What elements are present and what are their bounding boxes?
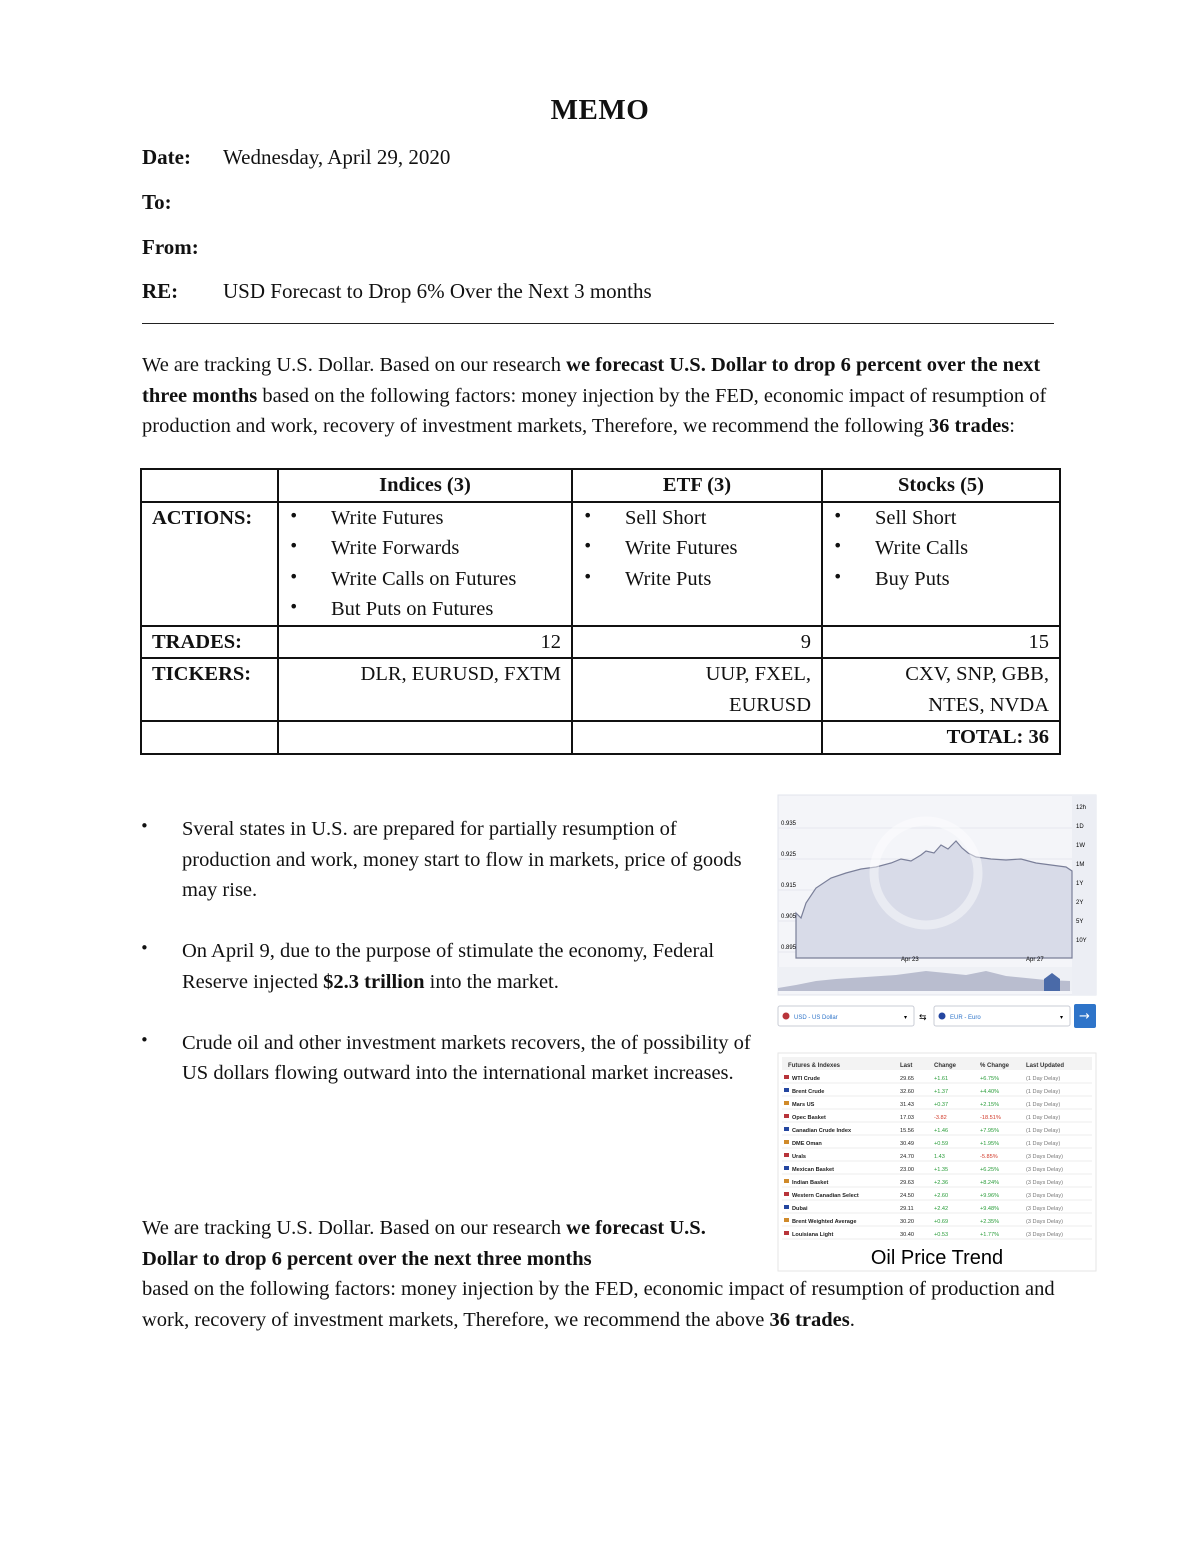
oil-table-cell: +9.96% [980,1193,1000,1199]
oil-table-cell: Canadian Crude Index [792,1128,852,1134]
closing-paragraph-part1 [142,1213,754,1274]
trades-label: TRADES: [141,626,278,659]
table-corner-cell [141,469,278,502]
total-empty-cell [572,721,822,754]
range-button[interactable]: 5Y [1076,919,1084,925]
us-flag-icon [783,1013,790,1020]
re-label: RE: [142,279,179,303]
tickers-indices: DLR, EURUSD, FXTM [278,658,572,721]
oil-price-figure-graphic [776,793,1098,1273]
date-label: Date: [142,145,191,169]
country-flag-icon [784,1140,789,1144]
tickers-stocks [822,658,1060,721]
intro-forecast-bold: we forecast U.S. Dollar to drop 6 percent over the next three months [142,354,1041,407]
oil-table-cell: Opec Basket [792,1115,826,1121]
action-item: • Write Forwards [289,533,561,564]
oil-table-cell: +0.37 [934,1102,949,1108]
oil-table-cell: +0.53 [934,1232,949,1238]
range-button[interactable]: 1W [1076,843,1085,849]
date-value: Wednesday, April 29, 2020 [223,145,451,169]
oil-table-cell: +1.77% [980,1232,1000,1238]
oil-table-cell: +2.36 [934,1180,949,1186]
oil-table-header-cell: % Change [980,1063,1010,1069]
closing-trades-bold: 36 trades [769,1308,850,1331]
header-divider [142,323,1054,324]
re-value: USD Forecast to Drop 6% Over the Next 3 months [223,279,652,303]
closing-text-1: We are tracking U.S. Dollar. Based on our research [142,1217,567,1239]
action-item: • Write Futures [289,503,561,534]
intro-paragraph [142,350,1057,442]
closing-forecast-bold: we forecast U.S. Dollar to drop 6 percent over the next three months [142,1217,706,1270]
range-button[interactable]: 1M [1076,862,1085,868]
country-flag-icon [784,1218,789,1222]
action-item: • Sell Short [833,503,1049,534]
intro-text-1: We are tracking U.S. Dollar. Based on our research [142,354,567,376]
country-flag-icon [784,1179,789,1183]
oil-table-cell: (3 Days Delay) [1026,1154,1063,1160]
chevron-down-icon: ▾ [904,1015,908,1021]
factor-item [142,936,762,997]
total-row [141,721,1060,754]
actions-indices [278,502,572,626]
chart-x-label: Apr 27 [1026,957,1044,963]
factor-bold-amount: $2.3 trillion [323,970,425,993]
factor-item: • Sveral states in U.S. are prepared for partially resumption of production and work, money start to flow in markets, price of goods may rise. [142,814,762,906]
action-item: • Write Calls on Futures [289,564,561,595]
country-flag-icon [784,1166,789,1170]
actions-label: ACTIONS: [141,502,278,626]
tickers-stocks-line1: CXV, SNP, GBB, [905,663,1049,685]
from-currency-text: USD - US Dollar [794,1015,838,1021]
oil-table-cell: 30.49 [900,1141,914,1147]
oil-table-cell: Mexican Basket [792,1167,834,1173]
country-flag-icon [784,1101,789,1105]
tickers-label: TICKERS: [141,658,278,721]
oil-table-cell: (3 Days Delay) [1026,1193,1063,1199]
oil-price-figure [776,793,1098,1273]
intro-text-3: : [1009,415,1015,437]
oil-table-cell: +0.59 [934,1141,949,1147]
action-item: • Write Futures [583,533,811,564]
oil-table-cell: +9.48% [980,1206,1000,1212]
tickers-etf-line1: UUP, FXEL, [705,663,811,685]
country-flag-icon [784,1127,789,1131]
oil-table-cell: +2.35% [980,1219,1000,1225]
oil-table-cell: (1 Day Delay) [1026,1089,1061,1095]
oil-table-cell: +1.37 [934,1089,949,1095]
oil-table-cell: +1.95% [980,1141,1000,1147]
oil-table-cell: (3 Days Delay) [1026,1232,1063,1238]
total-empty-cell [278,721,572,754]
total-value: TOTAL: 36 [822,721,1060,754]
closing-text-2: based on the following factors: money injection by the FED, economic impact of resumption of production and work, recovery of investment markets, Therefore, we recommend the above [142,1278,1055,1331]
action-item: • Sell Short [583,503,811,534]
oil-table-cell: 29.65 [900,1076,914,1082]
action-item: • Write Calls [833,533,1049,564]
oil-table-header-cell: Change [934,1063,957,1069]
oil-table-cell: WTI Crude [792,1076,820,1082]
oil-table-cell: 30.20 [900,1219,914,1225]
oil-table-cell: 29.63 [900,1180,914,1186]
oil-table-frame [778,1053,1096,1271]
to-currency-text: EUR - Euro [950,1015,981,1021]
oil-table-cell: (1 Day Delay) [1026,1076,1061,1082]
oil-table-cell: 32.60 [900,1089,914,1095]
oil-table-cell: 30.40 [900,1232,914,1238]
oil-table-cell: +1.46 [934,1128,949,1134]
oil-table-cell: -3.82 [934,1115,947,1121]
intro-trades-bold: 36 trades [928,415,1010,437]
trades-stocks: 15 [822,626,1060,659]
chart-y-label: 0.895 [781,945,797,951]
oil-table-header-cell: Last Updated [1026,1063,1065,1069]
chart-y-label: 0.905 [781,914,797,920]
from-label: From: [142,235,199,259]
intro-text-2: based on the following factors: money injection by the FED, economic impact of resumption of production and work, recovery of investment markets, Therefore, we recommend the following [142,384,1047,437]
header-indices: Indices (3) [278,469,572,502]
oil-table-cell: Indian Basket [792,1180,829,1186]
figure-caption: Oil Price Trend [870,1247,1004,1269]
country-flag-icon [784,1114,789,1118]
oil-table-cell: +4.40% [980,1089,1000,1095]
oil-table-cell: Mars US [792,1102,815,1108]
trades-etf: 9 [572,626,822,659]
trades-table [140,468,1061,755]
chart-y-label: 0.925 [781,852,797,858]
range-button[interactable]: 1Y [1076,881,1084,887]
tickers-row [141,658,1060,721]
oil-table-cell: 24.50 [900,1193,914,1199]
oil-table-cell: (3 Days Delay) [1026,1219,1063,1225]
eu-flag-icon [939,1013,946,1020]
actions-row [141,502,1060,626]
oil-table-cell: 15.56 [900,1128,914,1134]
range-button[interactable]: 1D [1076,824,1084,830]
country-flag-icon [784,1192,789,1196]
range-button[interactable]: 2Y [1076,900,1084,906]
country-flag-icon [784,1205,789,1209]
oil-table-cell: +7.95% [980,1128,1000,1134]
total-empty-cell [141,721,278,754]
trades-indices: 12 [278,626,572,659]
oil-table-cell: (1 Day Delay) [1026,1128,1061,1134]
chevron-down-icon: ▾ [1060,1015,1064,1021]
oil-table-cell: +8.24% [980,1180,1000,1186]
oil-table-cell: (3 Days Delay) [1026,1180,1063,1186]
oil-table-cell: -18.51% [980,1115,1001,1121]
oil-table-cell: 24.70 [900,1154,914,1160]
table-header-row [141,469,1060,502]
oil-table-cell: -5.85% [980,1154,998,1160]
header-stocks: Stocks (5) [822,469,1060,502]
oil-table-cell: (1 Day Delay) [1026,1115,1061,1121]
oil-table-cell: Western Canadian Select [792,1193,859,1199]
factor-item: • Crude oil and other investment markets recovers, the of possibility of US dollars flowing outward into the international market increases. [142,1028,762,1089]
factor-text: into the market. [424,970,559,993]
factor-text: On April 9, due to the purpose of stimulate the economy, Federal Reserve injected [182,940,715,993]
oil-table-cell: +6.75% [980,1076,1000,1082]
oil-table-cell: +0.69 [934,1219,949,1225]
closing-paragraph-part2 [142,1274,1057,1335]
country-flag-icon [784,1153,789,1157]
oil-table-cell: Brent Weighted Average [792,1219,857,1225]
factors-list [142,814,762,1119]
oil-table-cell: (3 Days Delay) [1026,1167,1063,1173]
country-flag-icon [784,1231,789,1235]
oil-table-cell: +1.35 [934,1167,949,1173]
oil-table-cell: 1.43 [934,1154,945,1160]
oil-table-header-cell: Last [900,1063,913,1069]
oil-table-cell: Dubai [792,1206,808,1212]
chart-y-label: 0.935 [781,821,797,827]
oil-table-cell: Louisiana Light [792,1232,834,1238]
tickers-etf-line2: EURUSD [728,693,811,716]
oil-table-header-cell: Futures & Indexes [788,1063,841,1069]
range-button[interactable]: 10Y [1076,938,1087,944]
header-etf: ETF (3) [572,469,822,502]
action-item: • Buy Puts [833,564,1049,595]
memo-title: MEMO [550,94,650,126]
oil-table-cell: Urals [792,1154,806,1160]
oil-table-cell: (1 Day Delay) [1026,1141,1061,1147]
action-item: • Write Puts [583,564,811,595]
to-label: To: [142,190,172,214]
actions-etf [572,502,822,626]
range-button[interactable]: 12h [1076,805,1087,811]
closing-text-3: . [849,1308,855,1331]
oil-table-cell: (1 Day Delay) [1026,1102,1061,1108]
oil-table-cell: 17.03 [900,1115,914,1121]
oil-table-cell: +1.61 [934,1076,949,1082]
trades-row [141,626,1060,659]
oil-table-cell: +2.42 [934,1206,949,1212]
country-flag-icon [784,1088,789,1092]
oil-table-cell: 23.00 [900,1167,914,1173]
oil-table-cell: +2.15% [980,1102,1000,1108]
swap-icon[interactable]: ⇆ [919,1012,927,1022]
oil-table-cell: +6.25% [980,1167,1000,1173]
oil-table-cell: Brent Crude [792,1089,825,1095]
oil-table-cell: 31.43 [900,1102,914,1108]
country-flag-icon [784,1075,789,1079]
action-item: • But Puts on Futures [289,594,561,625]
oil-table-cell: 29.11 [900,1206,914,1212]
chart-x-label: Apr 23 [901,957,919,963]
tickers-etf [572,658,822,721]
oil-table-cell: +2.60 [934,1193,949,1199]
chart-y-label: 0.915 [781,883,797,889]
actions-stocks [822,502,1060,626]
tickers-stocks-line2: NTES, NVDA [928,693,1049,716]
arrow-right-icon: → [1079,1009,1090,1024]
oil-table-cell: DME Oman [792,1141,822,1147]
oil-table-cell: (3 Days Delay) [1026,1206,1063,1212]
